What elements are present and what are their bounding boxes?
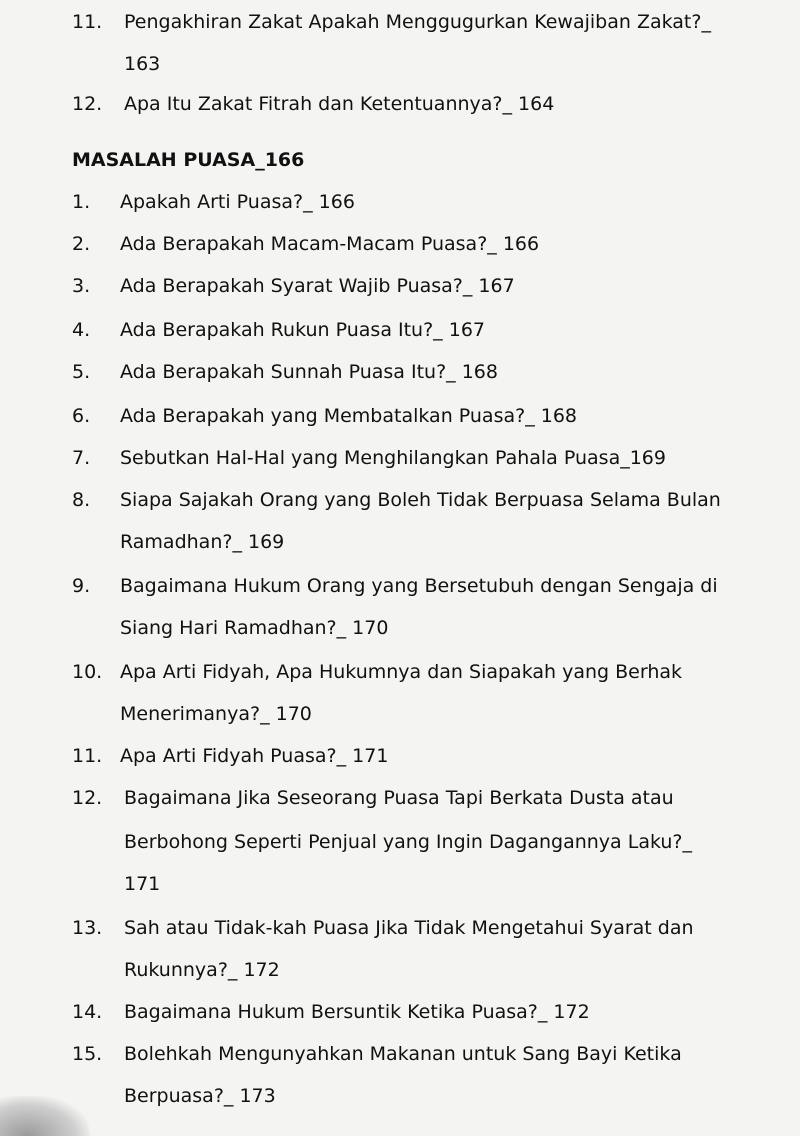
entry-title: Ada Berapakah Syarat Wajib Puasa?_ 167 bbox=[120, 275, 515, 297]
entry-number: 12. bbox=[72, 787, 103, 809]
toc-entry-puasa-12-cont bbox=[0, 822, 800, 862]
entry-number: 10. bbox=[72, 661, 103, 683]
entry-number: 9. bbox=[72, 575, 91, 597]
toc-entry-puasa-8-cont bbox=[0, 522, 800, 562]
toc-entry-puasa-11 bbox=[0, 736, 800, 776]
entry-number: 13. bbox=[72, 917, 103, 939]
toc-entry-puasa-10-cont bbox=[0, 694, 800, 734]
toc-entry-puasa-10 bbox=[0, 652, 800, 692]
entry-title-continued: 163 bbox=[124, 53, 161, 75]
toc-entry-puasa-1 bbox=[0, 182, 800, 222]
toc-entry-puasa-15 bbox=[0, 1034, 800, 1074]
entry-title: Ada Berapakah yang Membatalkan Puasa?_ 168 bbox=[120, 405, 578, 427]
entry-title-continued: Rukunnya?_ 172 bbox=[124, 959, 280, 981]
entry-number: 11. bbox=[72, 745, 103, 767]
entry-title: Ada Berapakah Macam-Macam Puasa?_ 166 bbox=[120, 233, 540, 255]
entry-number: 8. bbox=[72, 489, 91, 511]
toc-entry-puasa-8 bbox=[0, 480, 800, 520]
toc-entry-zakat-11 bbox=[0, 2, 800, 42]
entry-number: 3. bbox=[72, 275, 91, 297]
entry-title-continued: Berpuasa?_ 173 bbox=[124, 1085, 276, 1107]
entry-title: Bolehkah Mengunyahkan Makanan untuk Sang Bayi Ketika bbox=[124, 1043, 682, 1065]
entry-page-number: 171 bbox=[124, 873, 161, 895]
section-heading: MASALAH PUASA_166 bbox=[72, 149, 305, 171]
toc-entry-puasa-9 bbox=[0, 566, 800, 606]
entry-title: Apa Itu Zakat Fitrah dan Ketentuannya?_ 164 bbox=[124, 93, 555, 115]
toc-entry-puasa-15-cont bbox=[0, 1076, 800, 1116]
entry-number: 15. bbox=[72, 1043, 103, 1065]
entry-title-continued: Menerimanya?_ 170 bbox=[120, 703, 312, 725]
entry-title: Bagaimana Jika Seseorang Puasa Tapi Berkata Dusta atau bbox=[124, 787, 674, 809]
entry-title: Ada Berapakah Rukun Puasa Itu?_ 167 bbox=[120, 319, 485, 341]
toc-entry-puasa-5 bbox=[0, 352, 800, 392]
entry-title: Ada Berapakah Sunnah Puasa Itu?_ 168 bbox=[120, 361, 498, 383]
entry-title: Apa Arti Fidyah, Apa Hukumnya dan Siapakah yang Berhak bbox=[120, 661, 683, 683]
entry-number: 14. bbox=[72, 1001, 103, 1023]
toc-entry-puasa-3 bbox=[0, 266, 800, 306]
toc-entry-puasa-13 bbox=[0, 908, 800, 948]
toc-entry-puasa-13-cont bbox=[0, 950, 800, 990]
entry-title-continued: Ramadhan?_ 169 bbox=[120, 531, 285, 553]
entry-title: Sah atau Tidak-kah Puasa Jika Tidak Mengetahui Syarat dan bbox=[124, 917, 694, 939]
toc-entry-puasa-9-cont bbox=[0, 608, 800, 648]
entry-number: 2. bbox=[72, 233, 91, 255]
entry-number: 11. bbox=[72, 11, 103, 33]
entry-title: Bagaimana Hukum Bersuntik Ketika Puasa?_ 172 bbox=[124, 1001, 590, 1023]
toc-entry-puasa-4 bbox=[0, 310, 800, 350]
entry-number: 5. bbox=[72, 361, 91, 383]
toc-entry-zakat-12 bbox=[0, 84, 800, 124]
toc-entry-puasa-6 bbox=[0, 396, 800, 436]
entry-number: 4. bbox=[72, 319, 91, 341]
toc-entry-puasa-7 bbox=[0, 438, 800, 478]
entry-title: Apakah Arti Puasa?_ 166 bbox=[120, 191, 355, 213]
entry-title: Sebutkan Hal-Hal yang Menghilangkan Pahala Puasa_169 bbox=[120, 447, 666, 469]
toc-entry-zakat-11-cont bbox=[0, 44, 800, 84]
entry-title: Pengakhiran Zakat Apakah Menggugurkan Kewajiban Zakat?_ bbox=[124, 11, 711, 33]
toc-entry-puasa-2 bbox=[0, 224, 800, 264]
entry-number: 6. bbox=[72, 405, 91, 427]
entry-title: Siapa Sajakah Orang yang Boleh Tidak Berpuasa Selama Bulan bbox=[120, 489, 721, 511]
toc-entry-puasa-14 bbox=[0, 992, 800, 1032]
entry-number: 12. bbox=[72, 93, 103, 115]
toc-entry-puasa-12 bbox=[0, 778, 800, 818]
entry-title-continued: Berbohong Seperti Penjual yang Ingin Dagangannya Laku?_ bbox=[124, 831, 693, 853]
entry-title: Apa Arti Fidyah Puasa?_ 171 bbox=[120, 745, 389, 767]
entry-number: 7. bbox=[72, 447, 91, 469]
entry-title-continued: Siang Hari Ramadhan?_ 170 bbox=[120, 617, 389, 639]
entry-title: Bagaimana Hukum Orang yang Bersetubuh dengan Sengaja di bbox=[120, 575, 718, 597]
toc-entry-puasa-12-page bbox=[0, 864, 800, 904]
entry-number: 1. bbox=[72, 191, 91, 213]
